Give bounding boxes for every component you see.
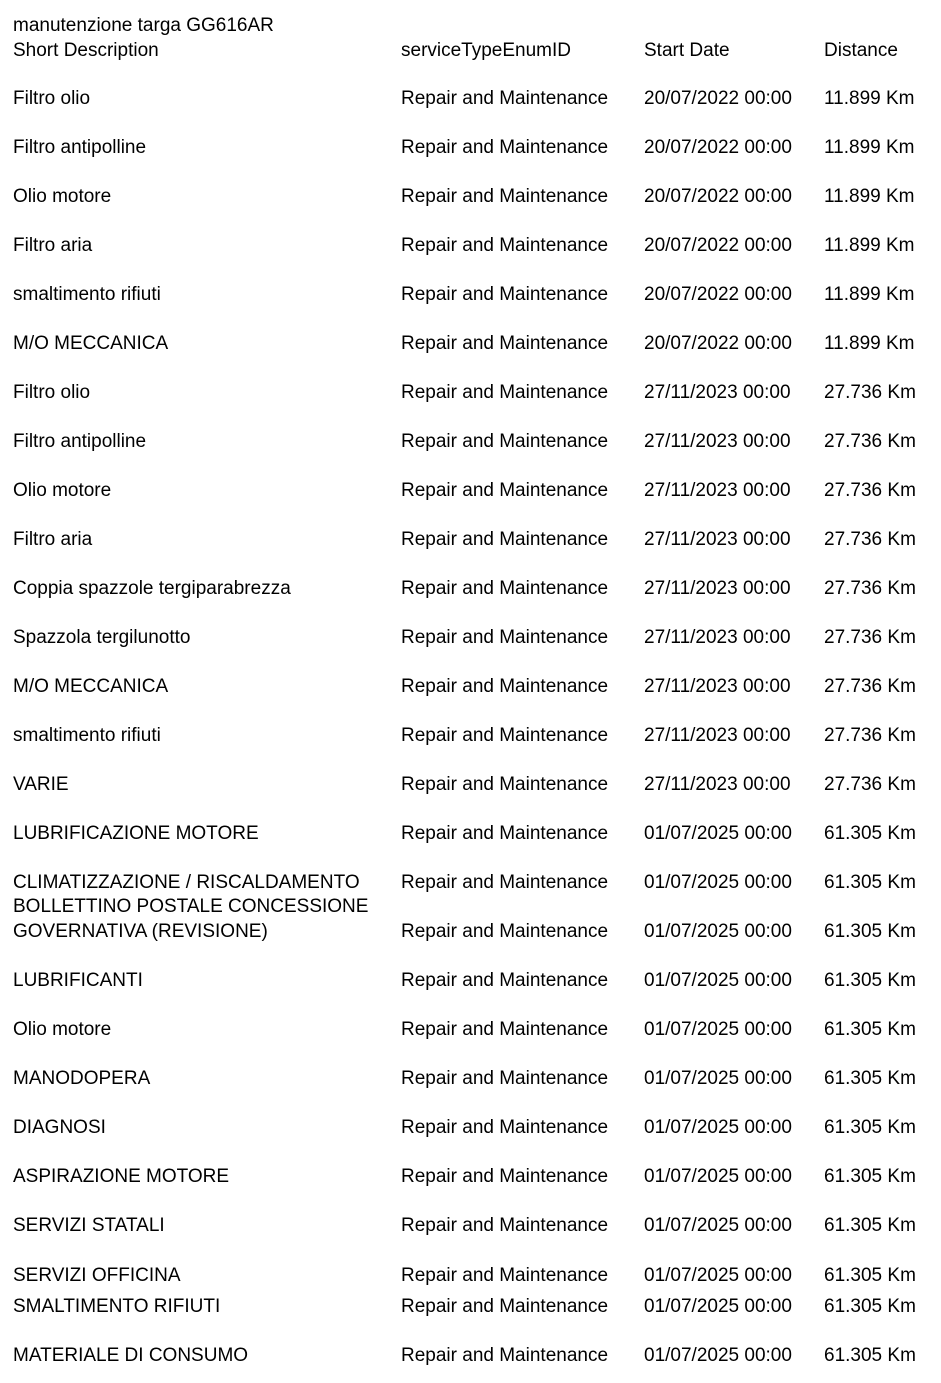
cell-distance: 11.899 Km	[824, 186, 915, 207]
cell-start-date: 01/07/2025 00:00	[644, 1019, 792, 1040]
cell-short-description: M/O MECCANICA	[13, 333, 169, 354]
cell-start-date: 01/07/2025 00:00	[644, 872, 792, 893]
column-header-service-type: serviceTypeEnumID	[401, 40, 572, 61]
table-row	[0, 775, 941, 795]
cell-start-date: 27/11/2023 00:00	[644, 627, 791, 648]
cell-distance: 27.736 Km	[824, 725, 916, 746]
table-row	[0, 481, 941, 501]
cell-short-description: SERVIZI OFFICINA	[13, 1265, 181, 1286]
cell-short-description-line-2: GOVERNATIVA (REVISIONE)	[13, 921, 268, 942]
table-row	[0, 236, 941, 256]
document-title: manutenzione targa GG616AR	[13, 15, 274, 36]
cell-start-date: 20/07/2022 00:00	[644, 186, 792, 207]
cell-short-description: Olio motore	[13, 1019, 112, 1040]
cell-short-description: LUBRIFICANTI	[13, 970, 143, 991]
table-row	[0, 1216, 941, 1236]
cell-start-date: 01/07/2025 00:00	[644, 1265, 792, 1286]
table-row	[0, 677, 941, 697]
cell-start-date: 27/11/2023 00:00	[644, 529, 791, 550]
table-row	[0, 187, 941, 207]
cell-short-description: LUBRIFICAZIONE MOTORE	[13, 823, 259, 844]
cell-service-type: Repair and Maintenance	[401, 1265, 609, 1286]
cell-service-type: Repair and Maintenance	[401, 235, 609, 256]
cell-distance: 27.736 Km	[824, 382, 916, 403]
cell-service-type: Repair and Maintenance	[401, 1117, 609, 1138]
cell-short-description: smaltimento rifiuti	[13, 284, 161, 305]
table-row	[0, 1069, 941, 1089]
table-row	[0, 383, 941, 403]
cell-short-description: SERVIZI STATALI	[13, 1215, 165, 1236]
cell-short-description: BOLLETTINO POSTALE CONCESSIONE	[13, 896, 369, 917]
table-row	[0, 896, 941, 942]
cell-short-description: MANODOPERA	[13, 1068, 151, 1089]
cell-service-type: Repair and Maintenance	[401, 774, 609, 795]
cell-distance: 11.899 Km	[824, 235, 915, 256]
cell-distance: 61.305 Km	[824, 872, 916, 893]
cell-distance: 61.305 Km	[824, 970, 916, 991]
cell-service-type: Repair and Maintenance	[401, 1019, 609, 1040]
cell-service-type: Repair and Maintenance	[401, 137, 609, 158]
cell-start-date: 27/11/2023 00:00	[644, 774, 791, 795]
cell-short-description: Filtro antipolline	[13, 431, 147, 452]
cell-distance: 61.305 Km	[824, 1166, 916, 1187]
cell-service-type: Repair and Maintenance	[401, 480, 609, 501]
cell-distance: 61.305 Km	[824, 1117, 916, 1138]
cell-distance: 27.736 Km	[824, 480, 916, 501]
cell-start-date: 27/11/2023 00:00	[644, 382, 791, 403]
cell-start-date: 01/07/2025 00:00	[644, 823, 792, 844]
cell-start-date: 27/11/2023 00:00	[644, 725, 791, 746]
cell-distance: 11.899 Km	[824, 88, 915, 109]
cell-distance: 27.736 Km	[824, 431, 916, 452]
cell-short-description: SMALTIMENTO RIFIUTI	[13, 1296, 221, 1317]
cell-short-description: DIAGNOSI	[13, 1117, 106, 1138]
cell-service-type: Repair and Maintenance	[401, 1345, 609, 1366]
cell-distance: 27.736 Km	[824, 676, 916, 697]
cell-service-type: Repair and Maintenance	[401, 627, 609, 648]
cell-start-date: 01/07/2025 00:00	[644, 970, 792, 991]
cell-service-type: Repair and Maintenance	[401, 1296, 609, 1317]
cell-short-description: Filtro aria	[13, 529, 93, 550]
cell-short-description: smaltimento rifiuti	[13, 725, 161, 746]
column-header-short-description: Short Description	[13, 40, 159, 61]
cell-distance: 61.305 Km	[824, 1265, 916, 1286]
cell-service-type: Repair and Maintenance	[401, 333, 609, 354]
table-row	[0, 971, 941, 991]
cell-service-type: Repair and Maintenance	[401, 284, 609, 305]
table-row	[0, 1346, 941, 1366]
cell-distance: 11.899 Km	[824, 137, 915, 158]
cell-distance: 27.736 Km	[824, 627, 916, 648]
cell-service-type: Repair and Maintenance	[401, 970, 609, 991]
cell-service-type: Repair and Maintenance	[401, 725, 609, 746]
cell-service-type: Repair and Maintenance	[401, 921, 609, 942]
cell-short-description: Filtro olio	[13, 382, 91, 403]
cell-distance: 61.305 Km	[824, 1068, 916, 1089]
cell-start-date: 01/07/2025 00:00	[644, 1166, 792, 1187]
cell-distance: 11.899 Km	[824, 333, 915, 354]
cell-service-type: Repair and Maintenance	[401, 431, 609, 452]
cell-short-description: Filtro olio	[13, 88, 91, 109]
table-header-row	[0, 41, 941, 61]
cell-distance: 11.899 Km	[824, 284, 915, 305]
cell-service-type: Repair and Maintenance	[401, 676, 609, 697]
cell-service-type: Repair and Maintenance	[401, 382, 609, 403]
cell-start-date: 20/07/2022 00:00	[644, 235, 792, 256]
cell-service-type: Repair and Maintenance	[401, 1068, 609, 1089]
table-row	[0, 1118, 941, 1138]
cell-service-type: Repair and Maintenance	[401, 88, 609, 109]
cell-service-type: Repair and Maintenance	[401, 578, 609, 599]
cell-start-date: 01/07/2025 00:00	[644, 1345, 792, 1366]
table-row	[0, 432, 941, 452]
cell-distance: 27.736 Km	[824, 529, 916, 550]
cell-start-date: 01/07/2025 00:00	[644, 1296, 792, 1317]
cell-start-date: 01/07/2025 00:00	[644, 921, 792, 942]
table-row	[0, 334, 941, 354]
table-row	[0, 89, 941, 109]
cell-distance: 61.305 Km	[824, 1019, 916, 1040]
cell-distance: 61.305 Km	[824, 1215, 916, 1236]
cell-service-type: Repair and Maintenance	[401, 823, 609, 844]
table-row	[0, 824, 941, 844]
table-row	[0, 1297, 941, 1317]
cell-short-description: MATERIALE DI CONSUMO	[13, 1345, 249, 1366]
cell-start-date: 27/11/2023 00:00	[644, 431, 791, 452]
table-row	[0, 873, 941, 893]
column-header-start-date: Start Date	[644, 40, 730, 61]
cell-short-description: Olio motore	[13, 186, 112, 207]
column-header-distance: Distance	[824, 40, 898, 61]
cell-start-date: 20/07/2022 00:00	[644, 284, 792, 305]
cell-start-date: 27/11/2023 00:00	[644, 676, 791, 697]
table-row	[0, 628, 941, 648]
cell-distance: 61.305 Km	[824, 1296, 916, 1317]
cell-distance: 61.305 Km	[824, 1345, 916, 1366]
table-row	[0, 1167, 941, 1187]
cell-start-date: 27/11/2023 00:00	[644, 578, 791, 599]
cell-short-description: Filtro aria	[13, 235, 93, 256]
table-row	[0, 138, 941, 158]
cell-service-type: Repair and Maintenance	[401, 872, 609, 893]
table-row	[0, 285, 941, 305]
cell-start-date: 20/07/2022 00:00	[644, 88, 792, 109]
cell-distance: 27.736 Km	[824, 578, 916, 599]
cell-short-description: CLIMATIZZAZIONE / RISCALDAMENTO	[13, 872, 360, 893]
cell-distance: 61.305 Km	[824, 823, 916, 844]
cell-short-description: Spazzola tergilunotto	[13, 627, 191, 648]
cell-start-date: 20/07/2022 00:00	[644, 333, 792, 354]
cell-service-type: Repair and Maintenance	[401, 1215, 609, 1236]
cell-short-description: VARIE	[13, 774, 69, 795]
cell-service-type: Repair and Maintenance	[401, 529, 609, 550]
cell-start-date: 01/07/2025 00:00	[644, 1117, 792, 1138]
cell-start-date: 20/07/2022 00:00	[644, 137, 792, 158]
cell-distance: 27.736 Km	[824, 774, 916, 795]
cell-short-description: Olio motore	[13, 480, 112, 501]
cell-short-description: ASPIRAZIONE MOTORE	[13, 1166, 230, 1187]
cell-start-date: 01/07/2025 00:00	[644, 1068, 792, 1089]
cell-short-description: M/O MECCANICA	[13, 676, 169, 697]
table-row	[0, 579, 941, 599]
cell-start-date: 27/11/2023 00:00	[644, 480, 791, 501]
cell-service-type: Repair and Maintenance	[401, 1166, 609, 1187]
table-row	[0, 530, 941, 550]
table-row	[0, 1020, 941, 1040]
table-row	[0, 1266, 941, 1286]
cell-short-description: Filtro antipolline	[13, 137, 147, 158]
cell-short-description: Coppia spazzole tergiparabrezza	[13, 578, 291, 599]
cell-distance: 61.305 Km	[824, 921, 916, 942]
table-row	[0, 726, 941, 746]
cell-service-type: Repair and Maintenance	[401, 186, 609, 207]
cell-start-date: 01/07/2025 00:00	[644, 1215, 792, 1236]
